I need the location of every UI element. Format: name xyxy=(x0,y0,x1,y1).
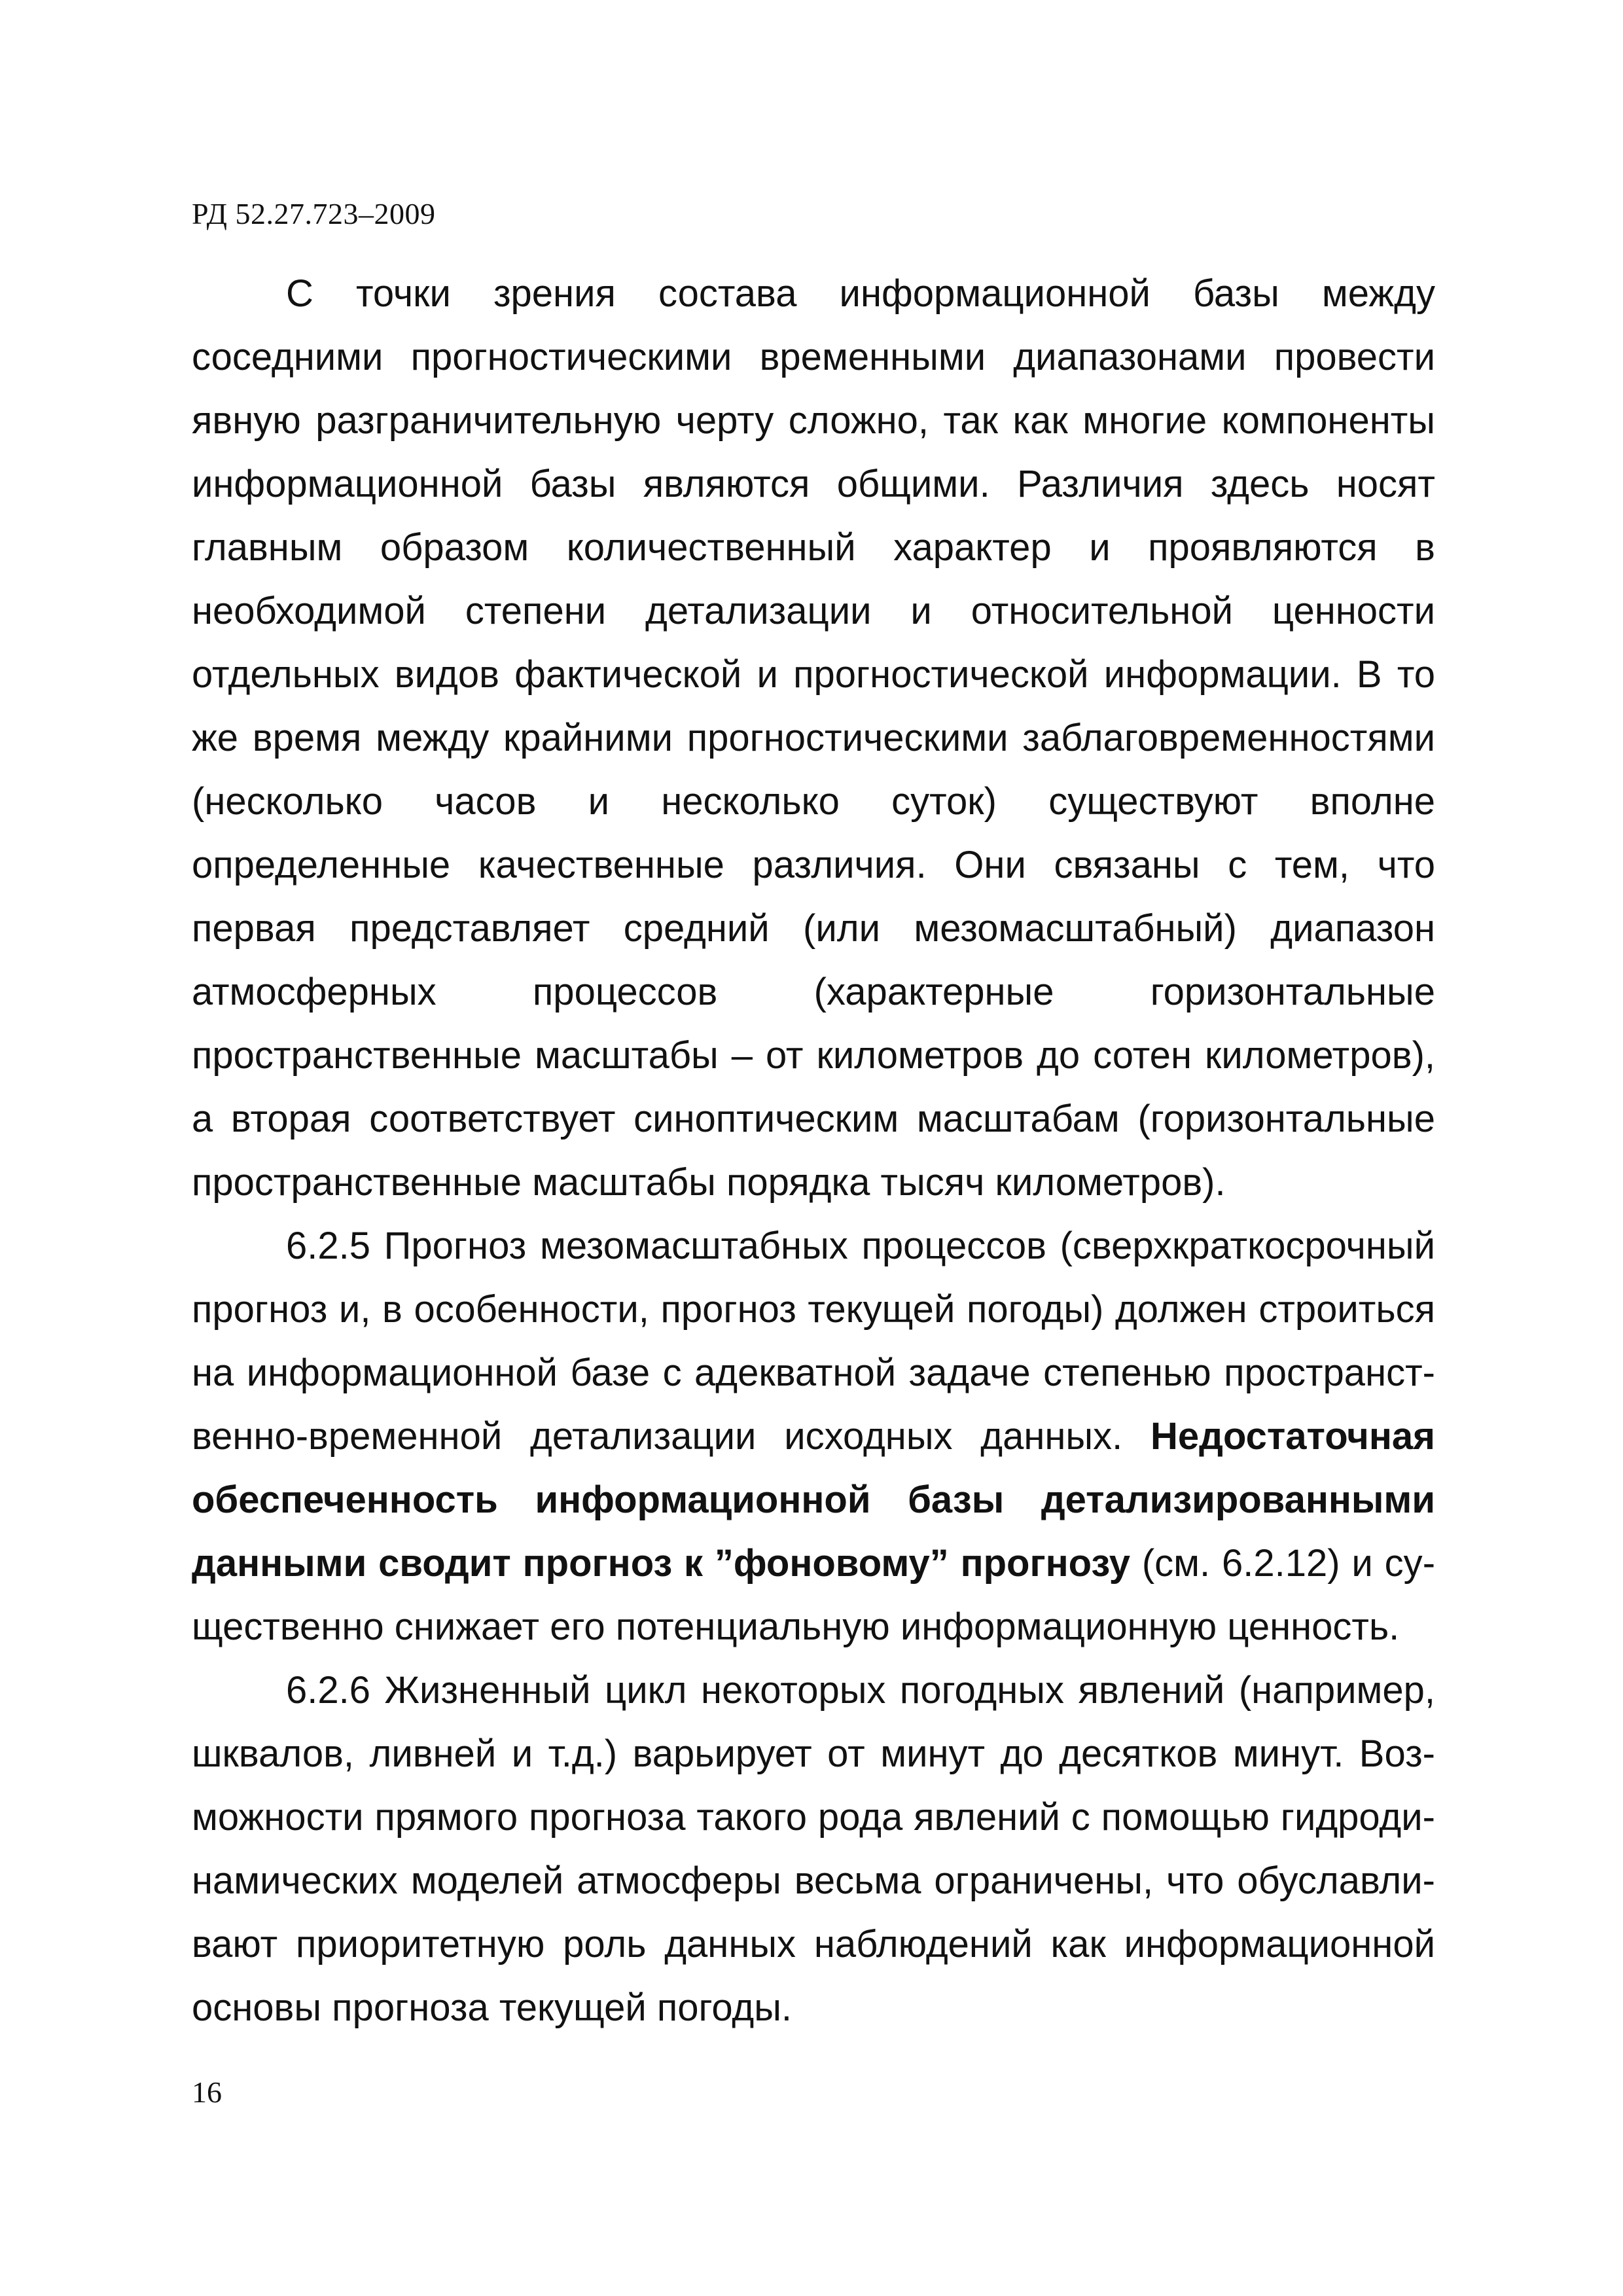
paragraph-text-start: 6.2.5 Прогноз мезомасштабных процессов (сверхкраткосрочный прогноз и, в особенности, прогноз текущей погоды) должен строиться на информационной базе с адекватной задаче степенью пространственно-временной детализации исходных данных. xyxy=(192,1225,1435,1458)
paragraph-1: С точки зрения состава информационной базы между соседними прогностическими временными диапазонами провести явную разграничительную черту сложно, так как многие компоненты информационной базы являются общими. Различия здесь носят главным образом количественный характер и проявляются в необходимой степени детализации и относительной ценности отдельных видов фактической и прогностической информации. В то же время между крайними прогностическими заблаговременностями (несколько часов и несколько суток) существуют вполне определенные качественные различия. Они связаны с тем, что первая представляет средний (или мезомасштабный) диапазон атмосферных процессов (характерные горизонтальные пространственные масштабы – от километров до сотен километров), а вторая соответствует синоптическим масштабам (горизонтальные пространственные масштабы порядка тысяч километров). xyxy=(192,272,1435,1204)
body-text xyxy=(192,262,1435,2039)
paragraph-6-2-6: 6.2.6 Жизненный цикл некоторых погодных явлений (например, шквалов, ливней и т.д.) варьирует от минут до десятков минут. Возможности прямого прогноза такого рода явлений с помощью гидродинамических моделей атмосферы весьма ограничены, что обуславливают приоритетную роль данных наблюдений как информационной основы прогноза текущей погоды. xyxy=(192,1669,1435,2029)
paragraph-bold-emphasis: Недостаточная обеспеченность информационной базы детализированными данными сводит прогноз к ”фоновому” прогнозу xyxy=(192,1415,1435,1585)
page-number: 16 xyxy=(192,2075,222,2109)
paragraph-text-end: (см. 6.2.12) и существенно снижает его потенциальную информационную ценность. xyxy=(192,1542,1436,1648)
document-code: РД 52.27.723–2009 xyxy=(192,197,436,230)
paragraph-6-2-5 xyxy=(192,1214,1435,1659)
